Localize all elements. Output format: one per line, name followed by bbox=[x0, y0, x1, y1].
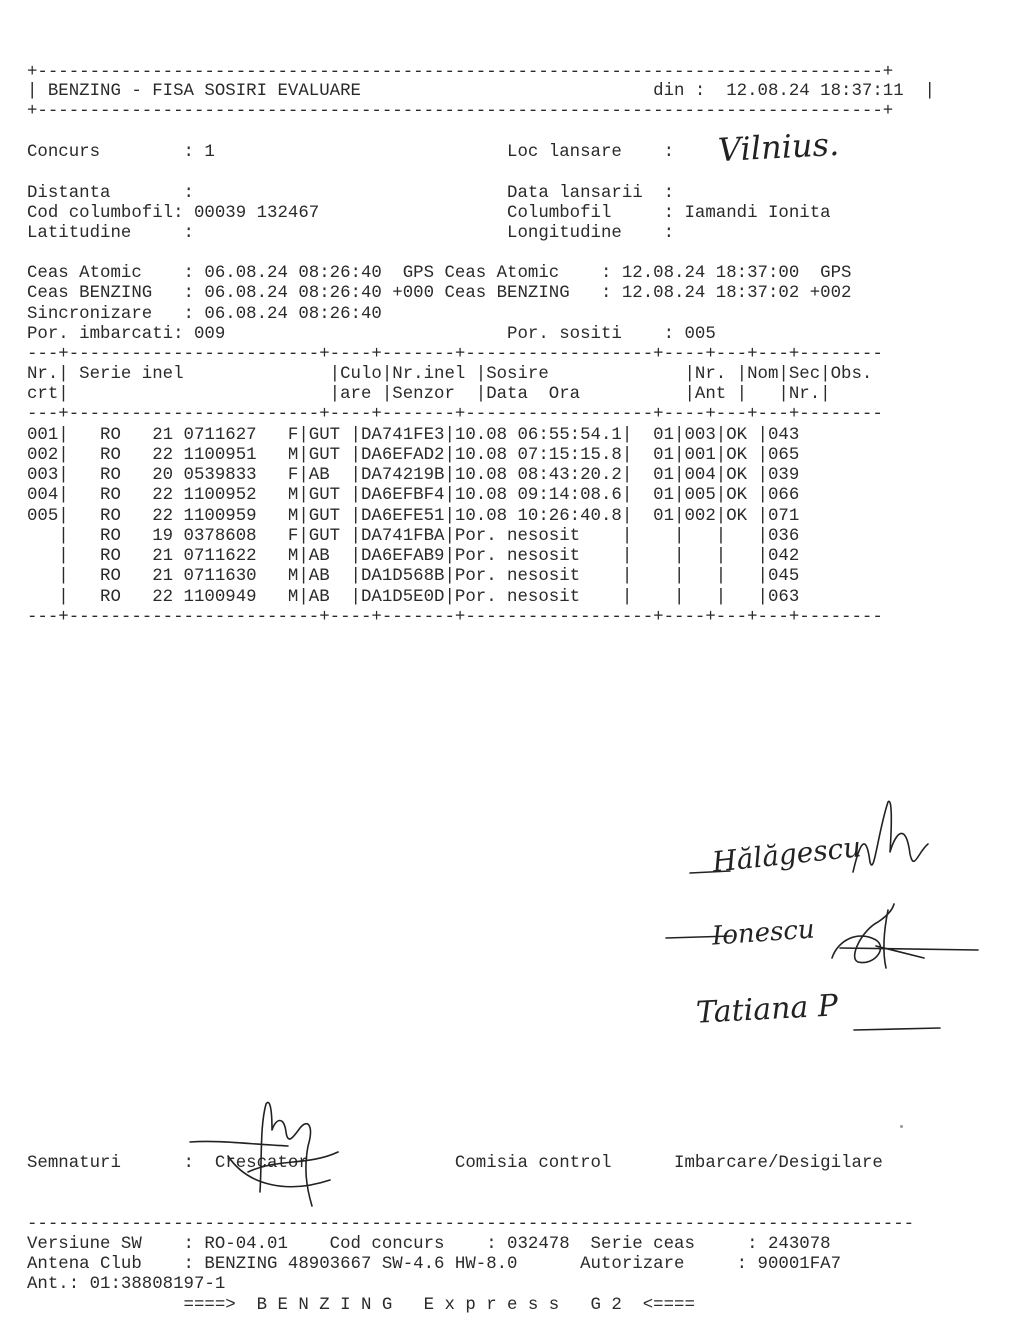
info-latitudine-line: Latitudine : Longitudine : bbox=[27, 224, 675, 243]
header-rule-top: +---------------------------------------------------------------------------------+ bbox=[27, 63, 894, 82]
scan-speck bbox=[900, 1125, 903, 1128]
table-row: | RO 21 0711630 M|AB |DA1D568B|Por. nesosit | | | |045 bbox=[27, 567, 800, 586]
signature-scribble-3 bbox=[844, 992, 944, 1036]
footer-rule: ------------------------------------------------------------------------------------- bbox=[27, 1215, 915, 1234]
table-row: | RO 21 0711622 M|AB |DA6EFAB9|Por. nesosit | | | |042 bbox=[27, 547, 800, 566]
info-ceas-benzing-line: Ceas BENZING : 06.08.24 08:26:40 +000 Ceas BENZING : 12.08.24 18:37:02 +002 bbox=[27, 284, 852, 303]
signature-scribble-2 bbox=[662, 900, 982, 980]
signature-name-3: Tatiana P bbox=[695, 988, 839, 1031]
footer-version-line: Versiune SW : RO-04.01 Cod concurs : 032478 Serie ceas : 243078 bbox=[27, 1235, 831, 1254]
footer-ant-line: Ant.: 01:38808197-1 bbox=[27, 1275, 226, 1294]
info-porumbei-line: Por. imbarcati: 009 Por. sositi : 005 bbox=[27, 325, 716, 344]
signatures-line: Semnaturi : Crescator Comisia control Imbarcare/Desigilare bbox=[27, 1154, 883, 1173]
footer-device-banner: ====> B E N Z I N G E x p r e s s G 2 <==== bbox=[27, 1296, 695, 1315]
info-distanta-line: Distanta : Data lansarii : bbox=[27, 184, 675, 203]
table-row: 001| RO 21 0711627 F|GUT |DA741FE3|10.08 06:55:54.1| 01|003|OK |043 bbox=[27, 426, 800, 445]
info-ceas-atomic-line: Ceas Atomic : 06.08.24 08:26:40 GPS Ceas Atomic : 12.08.24 18:37:00 GPS bbox=[27, 264, 852, 283]
signature-name-1: Hălăgescu bbox=[710, 830, 863, 879]
signature-name-2: Ionescu bbox=[711, 914, 816, 952]
table-row: | RO 19 0378608 F|GUT |DA741FBA|Por. nesosit | | | |036 bbox=[27, 527, 800, 546]
table-row: 003| RO 20 0539833 F|AB |DA74219B|10.08 08:43:20.2| 01|004|OK |039 bbox=[27, 466, 800, 485]
table-row: 004| RO 22 1100952 M|GUT |DA6EFBF4|10.08 09:14:08.6| 01|005|OK |066 bbox=[27, 486, 800, 505]
header-title-line: | BENZING - FISA SOSIRI EVALUARE din : 12.08.24 18:37:11 | bbox=[27, 82, 935, 101]
handwritten-loc-lansare: Vilnius. bbox=[717, 124, 840, 170]
breeder-signature-scribble bbox=[188, 1096, 348, 1212]
table-row: | RO 22 1100949 M|AB |DA1D5E0D|Por. nesosit | | | |063 bbox=[27, 588, 800, 607]
table-row: 002| RO 22 1100951 M|GUT |DA6EFAD2|10.08 07:15:15.8| 01|001|OK |065 bbox=[27, 446, 800, 465]
table-rule-top: ---+------------------------+----+-------+------------------+----+---+---+-------- bbox=[27, 345, 883, 364]
table-rule-mid: ---+------------------------+----+-------+------------------+----+---+---+-------- bbox=[27, 405, 883, 424]
footer-antena-line: Antena Club : BENZING 48903667 SW-4.6 HW-8.0 Autorizare : 90001FA7 bbox=[27, 1255, 842, 1274]
info-concurs-line: Concurs : 1 Loc lansare : bbox=[27, 143, 675, 162]
signature-strike-1 bbox=[690, 865, 730, 883]
signature-scribble-1 bbox=[848, 792, 938, 882]
table-header-line-2: crt| |are |Senzor |Data Ora |Ant | |Nr.| bbox=[27, 385, 831, 404]
info-sincronizare-line: Sincronizare : 06.08.24 08:26:40 bbox=[27, 305, 382, 324]
table-header-line-1: Nr.| Serie inel |Culo|Nr.inel |Sosire |Nr. |Nom|Sec|Obs. bbox=[27, 365, 873, 384]
table-rule-bottom: ---+------------------------+----+-------+------------------+----+---+---+-------- bbox=[27, 608, 883, 627]
table-row: 005| RO 22 1100959 M|GUT |DA6EFE51|10.08 10:26:40.8| 01|002|OK |071 bbox=[27, 507, 800, 526]
info-columbofil-line: Cod columbofil: 00039 132467 Columbofil : Iamandi Ionita bbox=[27, 204, 831, 223]
header-rule-bottom: +---------------------------------------------------------------------------------+ bbox=[27, 102, 894, 121]
